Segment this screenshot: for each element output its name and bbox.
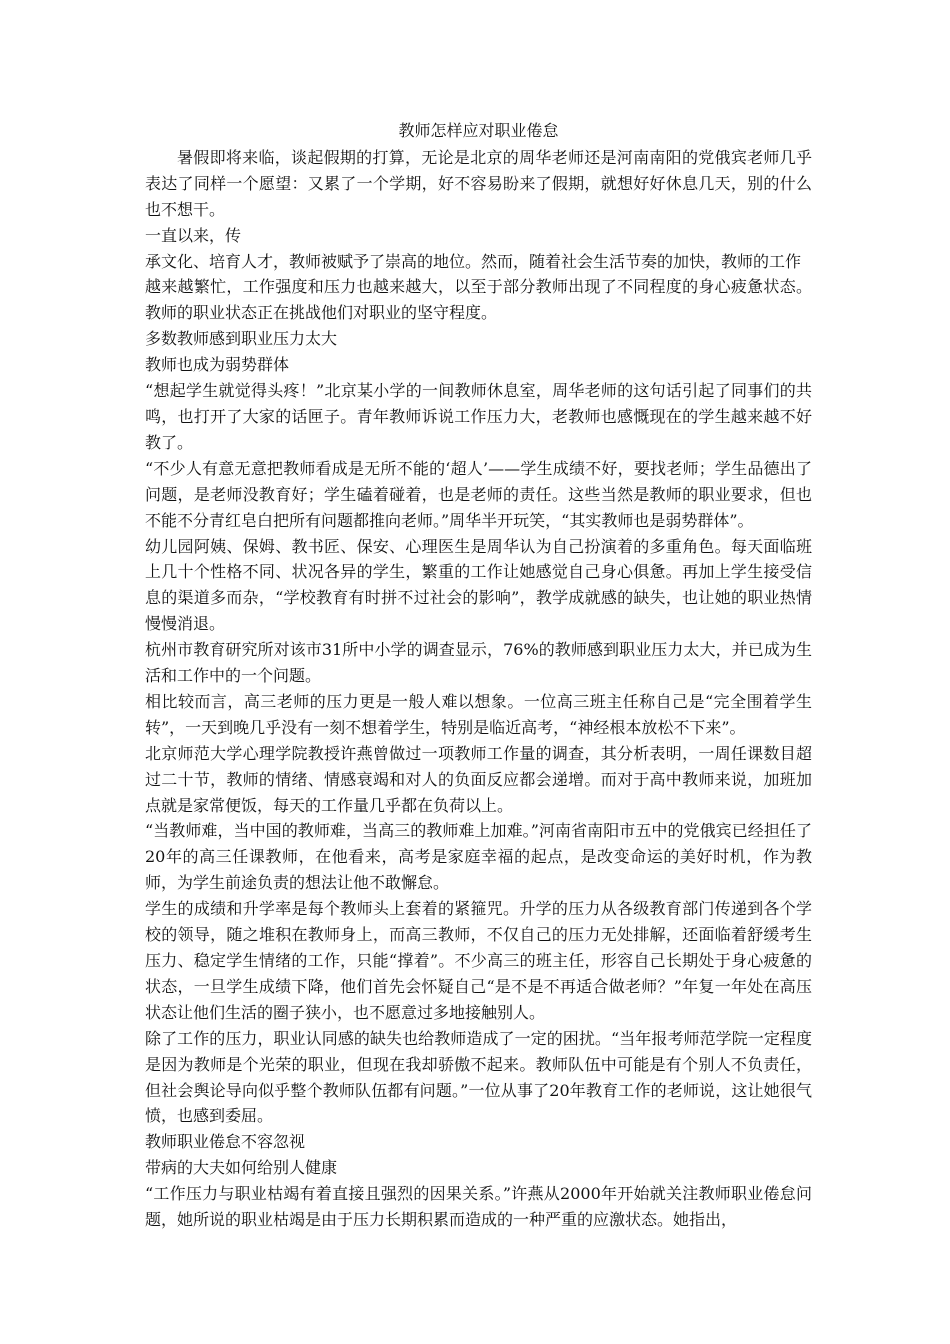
paragraph: “当教师难，当中国的教师难，当高三的教师难上加难。”河南省南阳市五中的党俄宾已经担任了20年的高三任课教师，在他看来，高考是家庭幸福的起点，是改变命运的美好时机，作为教师，为学生前途负责的想法让他不敢懈怠。 xyxy=(145,821,812,893)
paragraph: 杭州市教育研究所对该市31所中小学的调查显示，76%的教师感到职业压力太大，并已成为生活和工作中的一个问题。 xyxy=(145,640,812,686)
paragraph: “想起学生就觉得头疼！”北京某小学的一间教师休息室，周华老师的这句话引起了同事们的共鸣，也打开了大家的话匣子。青年教师诉说工作压力大，老教师也感慨现在的学生越来越不好教了。 xyxy=(145,381,812,452)
paragraph-line: 承文化、培育人才，教师被赋予了崇高的地位。然而，随着社会生活节奏的加快，教师的工作 xyxy=(145,251,802,271)
paragraph: 除了工作的压力，职业认同感的缺失也给教师造成了一定的困扰。“当年报考师范学院一定程度是因为教师是个光荣的职业，但现在我却骄傲不起来。教师队伍中可能是有个别人不负责任，但社会舆论导向似乎整个教师队伍都有问题。”一位从事了20年教育工作的老师说，这让她很气愤，也感到委屈。 xyxy=(145,1028,812,1126)
paragraph: 幼儿园阿姨、保姆、教书匠、保安、心理医生是周华认为自己扮演着的多重角色。每天面临班上几十个性格不同、状况各异的学生，繁重的工作让她感觉自己身心俱惫。再加上学生接受信息的渠道多而杂，“学校教育有时拼不过社会的影响”，教学成就感的缺失，也让她的职业热情慢慢消退。 xyxy=(145,536,812,634)
paragraph: 相比较而言，高三老师的压力更是一般人难以想象。一位高三班主任称自己是“完全围着学生转”，一天到晚几乎没有一刻不想着学生，特别是临近高考，“神经根本放松不下来”。 xyxy=(145,691,812,737)
paragraph: 北京师范大学心理学院教授许燕曾做过一项教师工作量的调查，其分析表明，一周任课数目超过二十节，教师的情绪、情感衰竭和对人的负面反应都会递增。而对于高中教师来说，加班加点就是家常便饭，每天的工作量几乎都在负荷以上。 xyxy=(145,743,812,815)
paragraph-line: 越来越繁忙，工作强度和压力也越来越大，以至于部分教师出现了不同程度的身心疲惫状态。教师的职业状态正在挑战他们对职业的坚守程度。 xyxy=(145,277,812,323)
paragraph-line: 一直以来，传 xyxy=(145,225,242,245)
section-heading: 教师职业倦怠不容忽视 xyxy=(145,1132,306,1152)
section-subheading: 教师也成为弱势群体 xyxy=(145,355,290,375)
paragraph: 学生的成绩和升学率是每个教师头上套着的紧箍咒。升学的压力从各级教育部门传递到各个学校的领导，随之堆积在教师身上，而高三教师，不仅自己的压力无处排解，还面临着舒缓考生压力、稳定学生情绪的工作，只能“撑着”。不少高三的班主任，形容自己长期处于身心疲惫的状态，一旦学生成绩下降，他们首先会怀疑自己“是不是不再适合做老师？”年复一年处在高压状态让他们生活的圈子狭小，也不愿意过多地接触别人。 xyxy=(145,899,812,1022)
section-heading: 多数教师感到职业压力太大 xyxy=(145,329,338,349)
document-title: 教师怎样应对职业倦怠 xyxy=(398,121,559,140)
paragraph: “工作压力与职业枯竭有着直接且强烈的因果关系。”许燕从2000年开始就关注教师职业倦怠问题，她所说的职业枯竭是由于压力长期积累而造成的一种严重的应激状态。她指出， xyxy=(145,1184,812,1230)
section-subheading: 带病的大夫如何给别人健康 xyxy=(145,1158,338,1178)
paragraph-intro: 暑假即将来临，谈起假期的打算，无论是北京的周华老师还是河南南阳的党俄宾老师几乎表达了同样一个愿望：又累了一个学期，好不容易盼来了假期，就想好好休息几天，别的什么也不想干。 xyxy=(145,147,812,219)
document-page xyxy=(145,118,812,1233)
paragraph: “不少人有意无意把教师看成是无所不能的‘超人’——学生成绩不好，要找老师；学生品德出了问题，是老师没教育好；学生磕着碰着，也是老师的责任。这些当然是教师的职业要求，但也不能不分青红皂白把所有问题都推向老师。”周华半开玩笑，“其实教师也是弱势群体”。 xyxy=(145,458,812,530)
